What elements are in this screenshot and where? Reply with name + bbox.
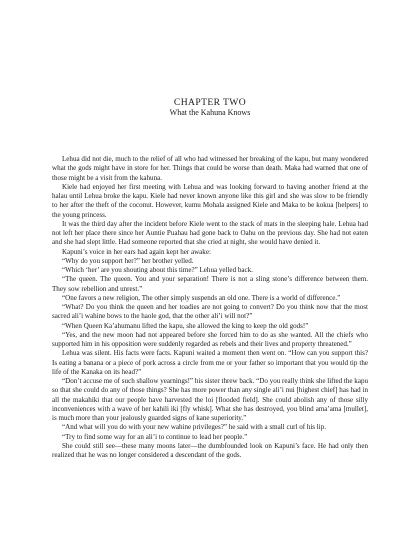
chapter-body [52,155,368,460]
paragraph: “Why do you support her?” her brother yelled. [62,256,194,265]
paragraph: Kapuni’s voice in her ears had again kept her awake: [62,247,211,256]
paragraph: “And what will you do with your new wahine privileges?” he said with a small curl of his lip. [62,423,327,432]
paragraph: “One favors a new religion, The other simply suspends an old one. There is a world of difference.” [62,293,341,302]
paragraph: “Try to find some way for an ali’i to continue to lead her people.” [62,432,248,441]
paragraph: “Which ‘her’ are you shouting about this time?” Lehua yelled back. [62,266,253,274]
paragraph: “Don’t accuse me of such shallow yearnings!” his sister threw back. “Do you really think she lifted the kapu so that she could do any of those things? She has more power than any single ali’i nui [highest chief] has had in all the makahiki that our people have harvested the loi [flooded field]. She could abolish any of those silly inconveniences with a wave of her kahili iki [fly whisk]. What she has destroyed, you blind ama’ama [mullet], is much more than your jealously guarded signs of kane superiority.” [52,377,368,422]
paragraph: Lehua did not die, much to the relief of all who had witnessed her breaking of the kapu, but many wondered what the gods might have in store for her. Things that could be worse than death. Maka had warned that one of those might be a visit from the kahuna. [52,155,368,182]
chapter-subtitle: What the Kahuna Knows [169,108,251,117]
chapter-heading [0,97,420,118]
paragraph: Kiele had enjoyed her first meeting with Lehua and was looking forward to having another friend at the halau until Lehua broke the kapu. Kiele had never known anyone like this girl and she was slow to be friendly to her after the theft of the coconut. However, kumu Mohala assigned Kiele and Maka to be kokua [helpers] to the young princess. [52,182,368,219]
paragraph: “Yes, and the new moon had not appeared before she forced him to do as she wanted. All the chiefs who supported him in his opposition were suddenly regarded as rebels and their lives and property threatened.” [52,330,368,348]
paragraph: “When Queen Ka’ahumanu lifted the kapu, she allowed the king to keep the old gods!” [62,321,309,330]
chapter-title: CHAPTER TWO [173,97,247,108]
paragraph: It was the third day after the incident before Kiele went to the stack of mats in the sleeping hale. Lehua had not left her place there since her Auntie Puahau had gone back to Oahu on the previous day. She had not eaten and she had slept little. Had someone reported that she cried at night, she would have denied it. [52,219,368,247]
paragraph: She could still see—these many moons later—the dumbfounded look on Kapuni’s face. He had only then realized that he was no longer considered a descendant of the gods. [52,441,368,459]
paragraph: Lehua was silent. His facts were facts. Kapuni waited a moment then went on. “How can you support this? Is eating a banana or a piece of pork across a circle from me or your father so important that you would tip the life of the Kanaka on its head?” [52,349,368,376]
paragraph: “What? Do you think the queen and her toadies are not going to convert? Do you think now that the most sacred ali’i wahine bows to the haole god, that the other ali’i will not?” [52,303,368,321]
paragraph: “The queen. The queen. You and your separation! There is not a sling stone’s difference between them. They sow rebellion and unrest.” [52,275,368,293]
